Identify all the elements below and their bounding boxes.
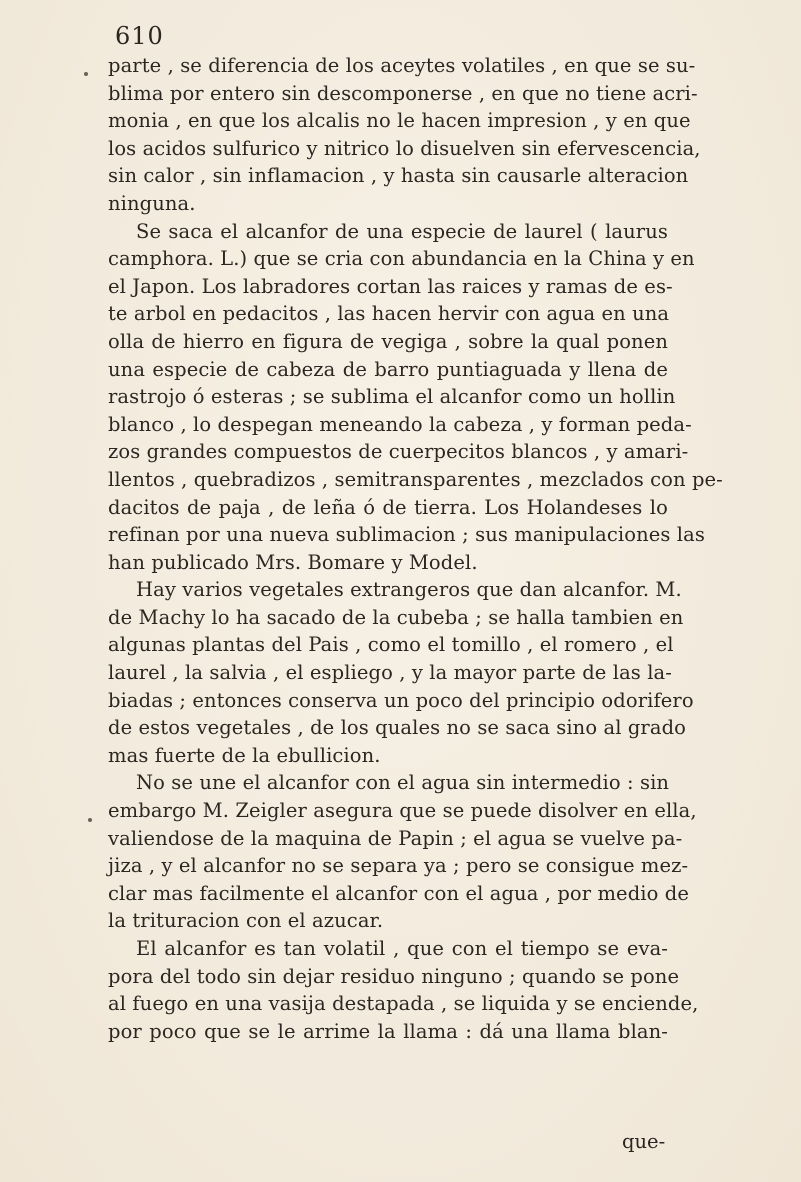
- text-line: algunas plantas del Pais , como el tomillo , el romero , el: [108, 633, 674, 657]
- text-line: una especie de cabeza de barro puntiaguada y llena de: [108, 357, 668, 381]
- catchword: que-: [622, 1130, 666, 1153]
- text-line: ninguna.: [108, 191, 196, 215]
- text-line: blima por entero sin descomponerse , en que no tiene acri-: [108, 81, 698, 105]
- text-line: pora del todo sin dejar residuo ninguno ; quando se pone: [108, 964, 680, 988]
- text-line: parte , se diferencia de los aceytes volatiles , en que se su-: [108, 54, 696, 77]
- text-line: la trituracion con el azucar.: [108, 909, 384, 933]
- text-line: dacitos de paja , de leña ó de tierra. Los Holandeses lo: [108, 495, 668, 519]
- text-line: el Japon. Los labradores cortan las raices y ramas de es-: [108, 274, 673, 298]
- text-line: sin calor , sin inflamacion , y hasta sin causarle alteracion: [108, 164, 689, 188]
- text-line: te arbol en pedacitos , las hacen hervir con agua en una: [108, 302, 670, 326]
- text-line: clar mas facilmente el alcanfor con el agua , por medio de: [108, 881, 689, 905]
- page-number: 610: [115, 22, 164, 50]
- text-line: biadas ; entonces conserva un poco del principio odorifero: [108, 688, 694, 712]
- paragraph-start-line: No se une el alcanfor con el agua sin intermedio : sin: [136, 771, 670, 795]
- text-line: al fuego en una vasija destapada , se liquida y se enciende,: [108, 992, 699, 1016]
- text-line: por poco que se le arrime la llama : dá una llama blan-: [108, 1019, 668, 1043]
- text-line: los acidos sulfurico y nitrico lo disuelven sin efervescencia,: [108, 136, 701, 160]
- paragraph-start-line: Se saca el alcanfor de una especie de laurel ( laurus: [136, 219, 668, 243]
- paragraph-start-line: Hay varios vegetales extrangeros que dan alcanfor. M.: [136, 578, 682, 602]
- paragraph-start-line: El alcanfor es tan volatil , que con el tiempo se eva-: [136, 937, 668, 960]
- text-line: han publicado Mrs. Bomare y Model.: [108, 550, 478, 574]
- text-line: llentos , quebradizos , semitransparentes , mezclados con pe-: [108, 467, 723, 491]
- text-line: rastrojo ó esteras ; se sublima el alcanfor como un hollin: [108, 385, 676, 409]
- text-line: jiza , y el alcanfor no se separa ya ; pero se consigue mez-: [108, 854, 689, 878]
- margin-speck: [88, 818, 92, 822]
- text-line: blanco , lo despegan meneando la cabeza , y forman peda-: [108, 412, 692, 436]
- text-line: de Machy lo ha sacado de la cubeba ; se halla tambien en: [108, 605, 684, 629]
- text-line: laurel , la salvia , el espliego , y la mayor parte de las la-: [108, 661, 672, 685]
- text-line: monia , en que los alcalis no le hacen impresion , y en que: [108, 109, 691, 133]
- text-line: camphora. L.) que se cria con abundancia en la China y en: [108, 247, 695, 271]
- text-line: zos grandes compuestos de cuerpecitos blancos , y amari-: [108, 440, 689, 464]
- text-line: olla de hierro en figura de vegiga , sobre la qual ponen: [108, 329, 668, 353]
- text-line: mas fuerte de la ebullicion.: [108, 743, 381, 767]
- text-line: embargo M. Zeigler asegura que se puede disolver en ella,: [108, 799, 697, 823]
- text-line: valiendose de la maquina de Papin ; el agua se vuelve pa-: [108, 826, 683, 850]
- body-text: [108, 52, 723, 1045]
- text-line: de estos vegetales , de los quales no se saca sino al grado: [108, 716, 686, 740]
- text-line: refinan por una nueva sublimacion ; sus manipulaciones las: [108, 523, 705, 547]
- margin-speck: [84, 72, 88, 76]
